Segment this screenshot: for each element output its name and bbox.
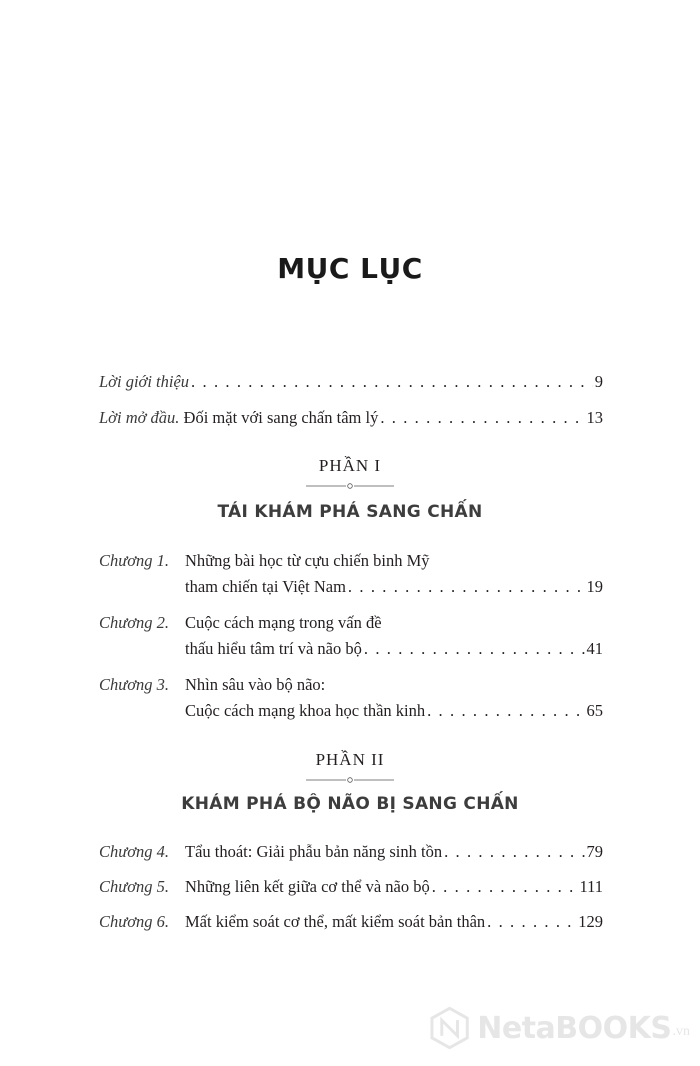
- toc-entry-chapter-1-cont[interactable]: [185, 577, 603, 597]
- dot-leader: [487, 912, 576, 932]
- dot-leader: [191, 372, 593, 392]
- chapter-label: Chương 3.: [99, 675, 170, 694]
- dot-leader: [432, 877, 578, 897]
- toc-entry-chapter-5[interactable]: [99, 877, 603, 897]
- chapter-label: Chương 1.: [99, 551, 170, 570]
- toc-entry-chapter-3-cont[interactable]: [185, 701, 603, 721]
- ornament-divider: [306, 776, 394, 784]
- chapter-title-cont: thấu hiểu tâm trí và não bộ: [185, 639, 362, 658]
- page-number: 111: [579, 877, 603, 896]
- page-title: MỤC LỤC: [277, 252, 423, 285]
- chapter-title: Những liên kết giữa cơ thể và não bộ: [185, 877, 430, 896]
- part-heading: TÁI KHÁM PHÁ SANG CHẤN: [217, 502, 483, 522]
- toc-entry-preface[interactable]: [99, 408, 603, 428]
- toc-entry-chapter-2[interactable]: [99, 613, 603, 633]
- chapter-label: Chương 2.: [99, 613, 170, 632]
- chapter-title: Nhìn sâu vào bộ não:: [185, 675, 326, 694]
- chapter-title: Cuộc cách mạng trong vấn đề: [185, 613, 382, 632]
- chapter-title: Tẩu thoát: Giải phẫu bản năng sinh tồn: [185, 842, 443, 861]
- dot-leader: [364, 639, 585, 659]
- chapter-label: Chương 6.: [99, 912, 170, 931]
- page-number: 65: [586, 701, 603, 720]
- toc-entry-chapter-2-cont[interactable]: [185, 639, 603, 659]
- part-label: PHẦN I: [318, 456, 382, 475]
- entry-title: Đối mặt với sang chấn tâm lý: [179, 408, 379, 427]
- page-number: 41: [586, 639, 603, 658]
- chapter-title: Mất kiểm soát cơ thể, mất kiểm soát bản thân: [185, 912, 486, 931]
- page-number: 9: [594, 372, 603, 391]
- page-number: 129: [578, 912, 603, 931]
- watermark-brand: NetaBOOKS: [477, 1010, 672, 1046]
- page-number: 19: [586, 577, 603, 596]
- entry-label: Lời giới thiệu: [99, 372, 190, 391]
- neta-logo-icon: [428, 1006, 471, 1050]
- toc-entry-intro[interactable]: [99, 372, 603, 392]
- toc-entry-chapter-4[interactable]: [99, 842, 603, 862]
- ornament-divider: [306, 482, 394, 490]
- dot-leader: [380, 408, 584, 428]
- page-number: 79: [586, 842, 603, 861]
- dot-leader: [348, 577, 585, 597]
- chapter-label: Chương 4.: [99, 842, 170, 861]
- toc-entry-chapter-1[interactable]: [99, 551, 603, 571]
- dot-leader: [444, 842, 584, 862]
- part-label: PHẦN II: [315, 750, 385, 769]
- chapter-title: Những bài học từ cựu chiến binh Mỹ: [185, 551, 430, 570]
- chapter-title-cont: tham chiến tại Việt Nam: [185, 577, 346, 596]
- watermark-suffix: .vn: [672, 1024, 690, 1039]
- chapter-label: Chương 5.: [99, 877, 170, 896]
- toc-entry-chapter-3[interactable]: [99, 675, 603, 695]
- watermark-logo: [428, 1002, 690, 1054]
- part-heading: KHÁM PHÁ BỘ NÃO BỊ SANG CHẤN: [181, 794, 519, 814]
- toc-entry-chapter-6[interactable]: [99, 912, 603, 932]
- page-number: 13: [586, 408, 603, 427]
- entry-label: Lời mở đầu.: [99, 408, 180, 427]
- chapter-title-cont: Cuộc cách mạng khoa học thần kinh: [185, 701, 426, 720]
- dot-leader: [427, 701, 584, 721]
